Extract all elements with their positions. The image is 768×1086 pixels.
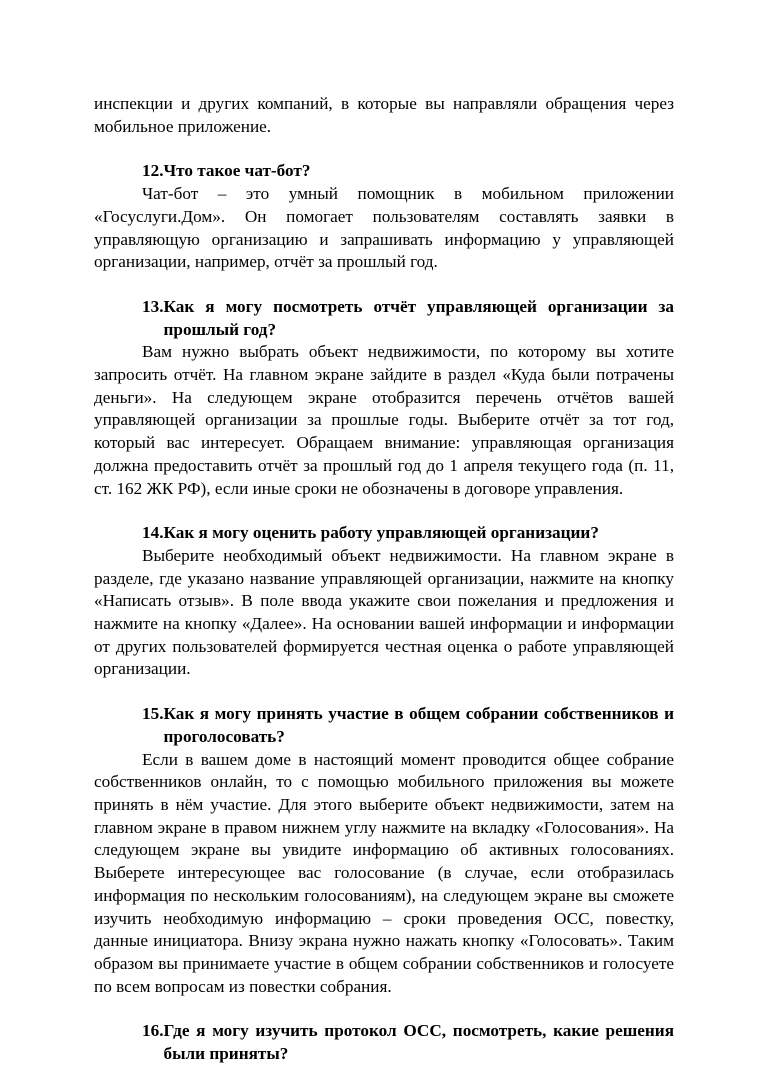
faq-answer-13: Вам нужно выбрать объект недвижимости, по которому вы хотите запросить отчёт. На главном экране зайдите в раздел «Куда были потрачены деньги». На следующем экране отобразится перечень отчётов вашей управляющей организации за прошлые годы. Выберите отчёт за тот год, который вас интересует. Обращаем внимание: управляющая организация должна предоставить отчёт за прошлый год до 1 апреля текущего года (п. 11, ст. 162 ЖК РФ), если иные сроки не обозначены в договоре управления. — [94, 342, 674, 498]
faq-answer-12: Чат-бот – это умный помощник в мобильном приложении «Госуслуги.Дом». Он помогает пользователям составлять заявки в управляющую организацию и запрашивать информацию у управляющей организации, например, отчёт за прошлый год. — [94, 184, 674, 272]
question-text: Что такое чат-бот? — [163, 161, 311, 181]
faq-question-14 — [94, 522, 674, 545]
question-text: Как я могу посмотреть отчёт управляющей организации за прошлый год? — [163, 296, 674, 339]
intro-paragraph: инспекции и других компаний, в которые вы направляли обращения через мобильное приложение. — [94, 94, 674, 136]
faq-question-12 — [94, 160, 674, 183]
question-text: Как я могу принять участие в общем собрании собственников и проголосовать? — [163, 704, 674, 746]
faq-item-13 — [94, 296, 674, 500]
question-number: 14. — [142, 523, 164, 543]
faq-question-13 — [94, 296, 674, 341]
question-number: 15. — [142, 704, 164, 724]
faq-question-16 — [94, 1020, 674, 1065]
faq-answer-14: Выберите необходимый объект недвижимости. На главном экране в разделе, где указано название управляющей организации, нажмите на кнопку «Написать отзыв». В поле ввода укажите свои пожелания и предложения и нажмите на кнопку «Далее». На основании вашей информации и информации от других пользователей формируется честная оценка о работе управляющей организации. — [94, 545, 674, 679]
question-text: Где я могу изучить протокол ОСС, посмотреть, какие решения были приняты? — [163, 1021, 674, 1064]
faq-item-15 — [94, 703, 674, 998]
faq-answer-15: Если в вашем доме в настоящий момент проводится общее собрание собственников онлайн, то с помощью мобильного приложения вы можете принять в нём участие. Для этого выберите объект недвижимости, затем на главном экране в правом нижнем углу нажмите на вкладку «Голосования». На следующем экране вы увидите информацию об активных голосованиях. Выберете интересующее вас голосование (в случае, если отобразилась информация по нескольким голосованиям), на следующем экране вы сможете изучить необходимую информацию – сроки проведения ОСС, повестку, данные инициатора. Внизу экрана нужно нажать кнопку «Голосовать». Таким образом вы принимаете участие в общем собрании собственников и голосуете по всем вопросам из повестки собрания. — [94, 749, 674, 996]
question-number: 16. — [142, 1021, 164, 1041]
faq-item-14 — [94, 522, 674, 681]
faq-item-12 — [94, 160, 674, 274]
question-number: 13. — [142, 296, 164, 316]
question-number: 12. — [142, 161, 164, 181]
faq-question-15 — [94, 703, 674, 748]
question-text: Как я могу оценить работу управляющей организации? — [163, 523, 599, 543]
faq-item-16 — [94, 1020, 674, 1065]
